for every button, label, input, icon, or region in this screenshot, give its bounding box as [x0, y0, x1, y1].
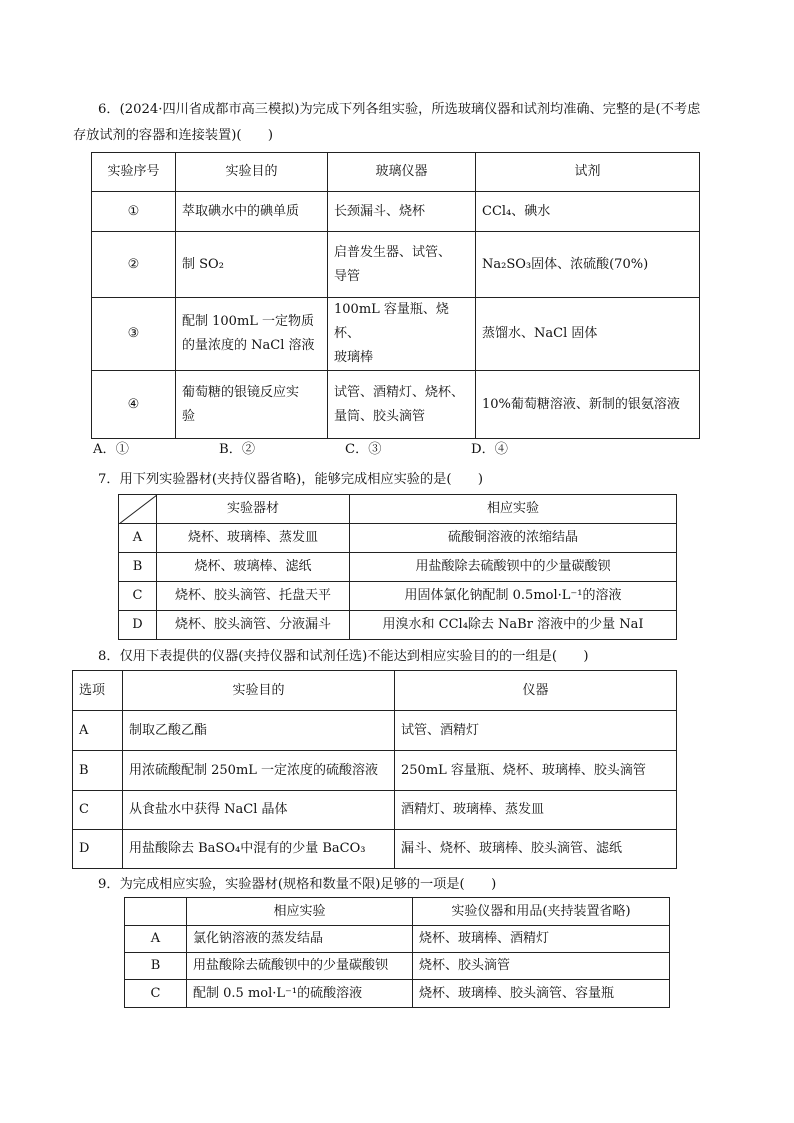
q6-header-cell: 试剂	[476, 153, 700, 192]
table-row	[119, 582, 677, 611]
glass-cell: 长颈漏斗、烧杯	[328, 192, 476, 232]
q9-header-row	[125, 898, 670, 926]
equip-cell: 漏斗、烧杯、玻璃棒、胶头滴管、滤纸	[395, 830, 677, 869]
purpose-cell: 制 SO₂	[176, 232, 328, 298]
row-key: D	[73, 830, 123, 869]
equip-cell: 烧杯、玻璃棒、滤纸	[157, 553, 350, 582]
equip-cell: 烧杯、玻璃棒、酒精灯	[413, 926, 670, 953]
exp-cell: 用溴水和 CCl₄除去 NaBr 溶液中的少量 NaI	[350, 611, 677, 640]
reagent-cell: CCl₄、碘水	[476, 192, 700, 232]
glass-line: 玻璃棒	[334, 350, 374, 365]
row-key: A	[119, 524, 157, 553]
purpose-cell: 从食盐水中获得 NaCl 晶体	[123, 791, 395, 830]
table-row	[119, 524, 677, 553]
purpose-cell: 用浓硫酸配制 250mL 一定浓度的硫酸溶液	[123, 751, 395, 791]
q9-table	[124, 897, 670, 1008]
q7-header-row	[119, 495, 677, 524]
table-row	[119, 553, 677, 582]
q8-stem: 8．仅用下表提供的仪器(夹持仪器和试剂任选)不能达到相应实验目的的一组是( )	[98, 649, 589, 664]
equip-cell: 烧杯、胶头滴管、分液漏斗	[157, 611, 350, 640]
table-row	[125, 980, 670, 1008]
row-key: A	[73, 711, 123, 751]
table-row	[92, 192, 700, 232]
table-row	[125, 926, 670, 953]
row-key: B	[119, 553, 157, 582]
table-row	[92, 371, 700, 439]
glass-line: 100mL 容量瓶、烧杯、	[334, 302, 449, 341]
q7-stem: 7．用下列实验器材(夹持仪器省略)，能够完成相应实验的是( )	[98, 472, 484, 487]
row-key: B	[73, 751, 123, 791]
purpose-line: 验	[182, 408, 196, 424]
table-row	[125, 953, 670, 980]
option-a: A．①	[93, 442, 129, 457]
equip-cell: 烧杯、玻璃棒、蒸发皿	[157, 524, 350, 553]
option-b: B．②	[219, 442, 256, 457]
equip-cell: 250mL 容量瓶、烧杯、玻璃棒、胶头滴管	[395, 751, 677, 791]
q6-table	[91, 152, 700, 439]
purpose-cell: 用盐酸除去 BaSO₄中混有的少量 BaCO₃	[123, 830, 395, 869]
diagonal-line	[119, 495, 157, 524]
glass-line: 导管	[334, 268, 361, 284]
table-row	[73, 830, 677, 869]
table-row	[73, 791, 677, 830]
q9-header-cell: 实验仪器和用品(夹持装置省略)	[413, 898, 670, 926]
exp-cell: 硫酸铜溶液的浓缩结晶	[350, 524, 677, 553]
equip-cell: 酒精灯、玻璃棒、蒸发皿	[395, 791, 677, 830]
glass-cell	[328, 232, 476, 298]
q9-header-cell	[125, 898, 187, 926]
equip-cell: 烧杯、玻璃棒、胶头滴管、容量瓶	[413, 980, 670, 1008]
row-number: ④	[92, 371, 176, 439]
equip-cell: 试管、酒精灯	[395, 711, 677, 751]
table-row	[73, 711, 677, 751]
exp-cell: 用固体氯化钠配制 0.5mol·L⁻¹的溶液	[350, 582, 677, 611]
q7-header-cell: 实验器材	[157, 495, 350, 524]
table-row	[92, 298, 700, 371]
glass-cell	[328, 298, 476, 371]
glass-line: 启普发生器、试管、	[334, 244, 452, 260]
purpose-line: 葡萄糖的银镜反应实	[182, 384, 300, 400]
q6-stem-line1: 6．(2024·四川省成都市高三模拟)为完成下列各组实验，所选玻璃仪器和试剂均准确、完整的是(不考虑	[98, 102, 701, 117]
q6-header-cell: 玻璃仪器	[328, 153, 476, 192]
q6-header-row	[92, 153, 700, 192]
row-key: C	[119, 582, 157, 611]
exp-cell: 用盐酸除去硫酸钡中的少量碳酸钡	[350, 553, 677, 582]
row-key: C	[125, 980, 187, 1008]
purpose-cell	[176, 298, 328, 371]
row-key: C	[73, 791, 123, 830]
q8-header-cell: 实验目的	[123, 671, 395, 711]
reagent-cell: 10%葡萄糖溶液、新制的银氨溶液	[476, 371, 700, 439]
reagent-cell: 蒸馏水、NaCl 固体	[476, 298, 700, 371]
q7-table	[118, 494, 677, 640]
q6-header-cell: 实验目的	[176, 153, 328, 192]
q6-header-cell: 实验序号	[92, 153, 176, 192]
row-key: B	[125, 953, 187, 980]
q8-header-cell: 选项	[73, 671, 123, 711]
glass-line: 试管、酒精灯、烧杯、	[334, 384, 465, 400]
purpose-cell: 制取乙酸乙酯	[123, 711, 395, 751]
purpose-cell	[176, 371, 328, 439]
diagonal-header-cell	[119, 495, 157, 524]
glass-line: 量筒、胶头滴管	[334, 408, 426, 424]
table-row	[119, 611, 677, 640]
table-row	[73, 751, 677, 791]
exp-cell: 配制 0.5 mol·L⁻¹的硫酸溶液	[187, 980, 413, 1008]
q9-stem: 9．为完成相应实验，实验器材(规格和数量不限)足够的一项是( )	[98, 877, 497, 892]
reagent-cell: Na₂SO₃固体、浓硫酸(70%)	[476, 232, 700, 298]
q9-header-cell: 相应实验	[187, 898, 413, 926]
q8-header-row	[73, 671, 677, 711]
exp-cell: 用盐酸除去硫酸钡中的少量碳酸钡	[187, 953, 413, 980]
purpose-line: 配制 100mL 一定物质	[182, 314, 315, 329]
option-d: D．④	[471, 442, 508, 457]
table-row	[92, 232, 700, 298]
row-key: A	[125, 926, 187, 953]
equip-cell: 烧杯、胶头滴管	[413, 953, 670, 980]
q6-stem-line2: 存放试剂的容器和连接装置)( )	[73, 128, 274, 143]
row-key: D	[119, 611, 157, 640]
purpose-line: 的量浓度的 NaCl 溶液	[182, 338, 315, 353]
q7-header-cell: 相应实验	[350, 495, 677, 524]
option-c: C．③	[345, 442, 382, 457]
equip-cell: 烧杯、胶头滴管、托盘天平	[157, 582, 350, 611]
purpose-cell: 萃取碘水中的碘单质	[176, 192, 328, 232]
q8-header-cell: 仪器	[395, 671, 677, 711]
q6-options	[93, 440, 597, 460]
row-number: ②	[92, 232, 176, 298]
exp-cell: 氯化钠溶液的蒸发结晶	[187, 926, 413, 953]
glass-cell	[328, 371, 476, 439]
q8-table	[72, 670, 677, 869]
row-number: ③	[92, 298, 176, 371]
row-number: ①	[92, 192, 176, 232]
